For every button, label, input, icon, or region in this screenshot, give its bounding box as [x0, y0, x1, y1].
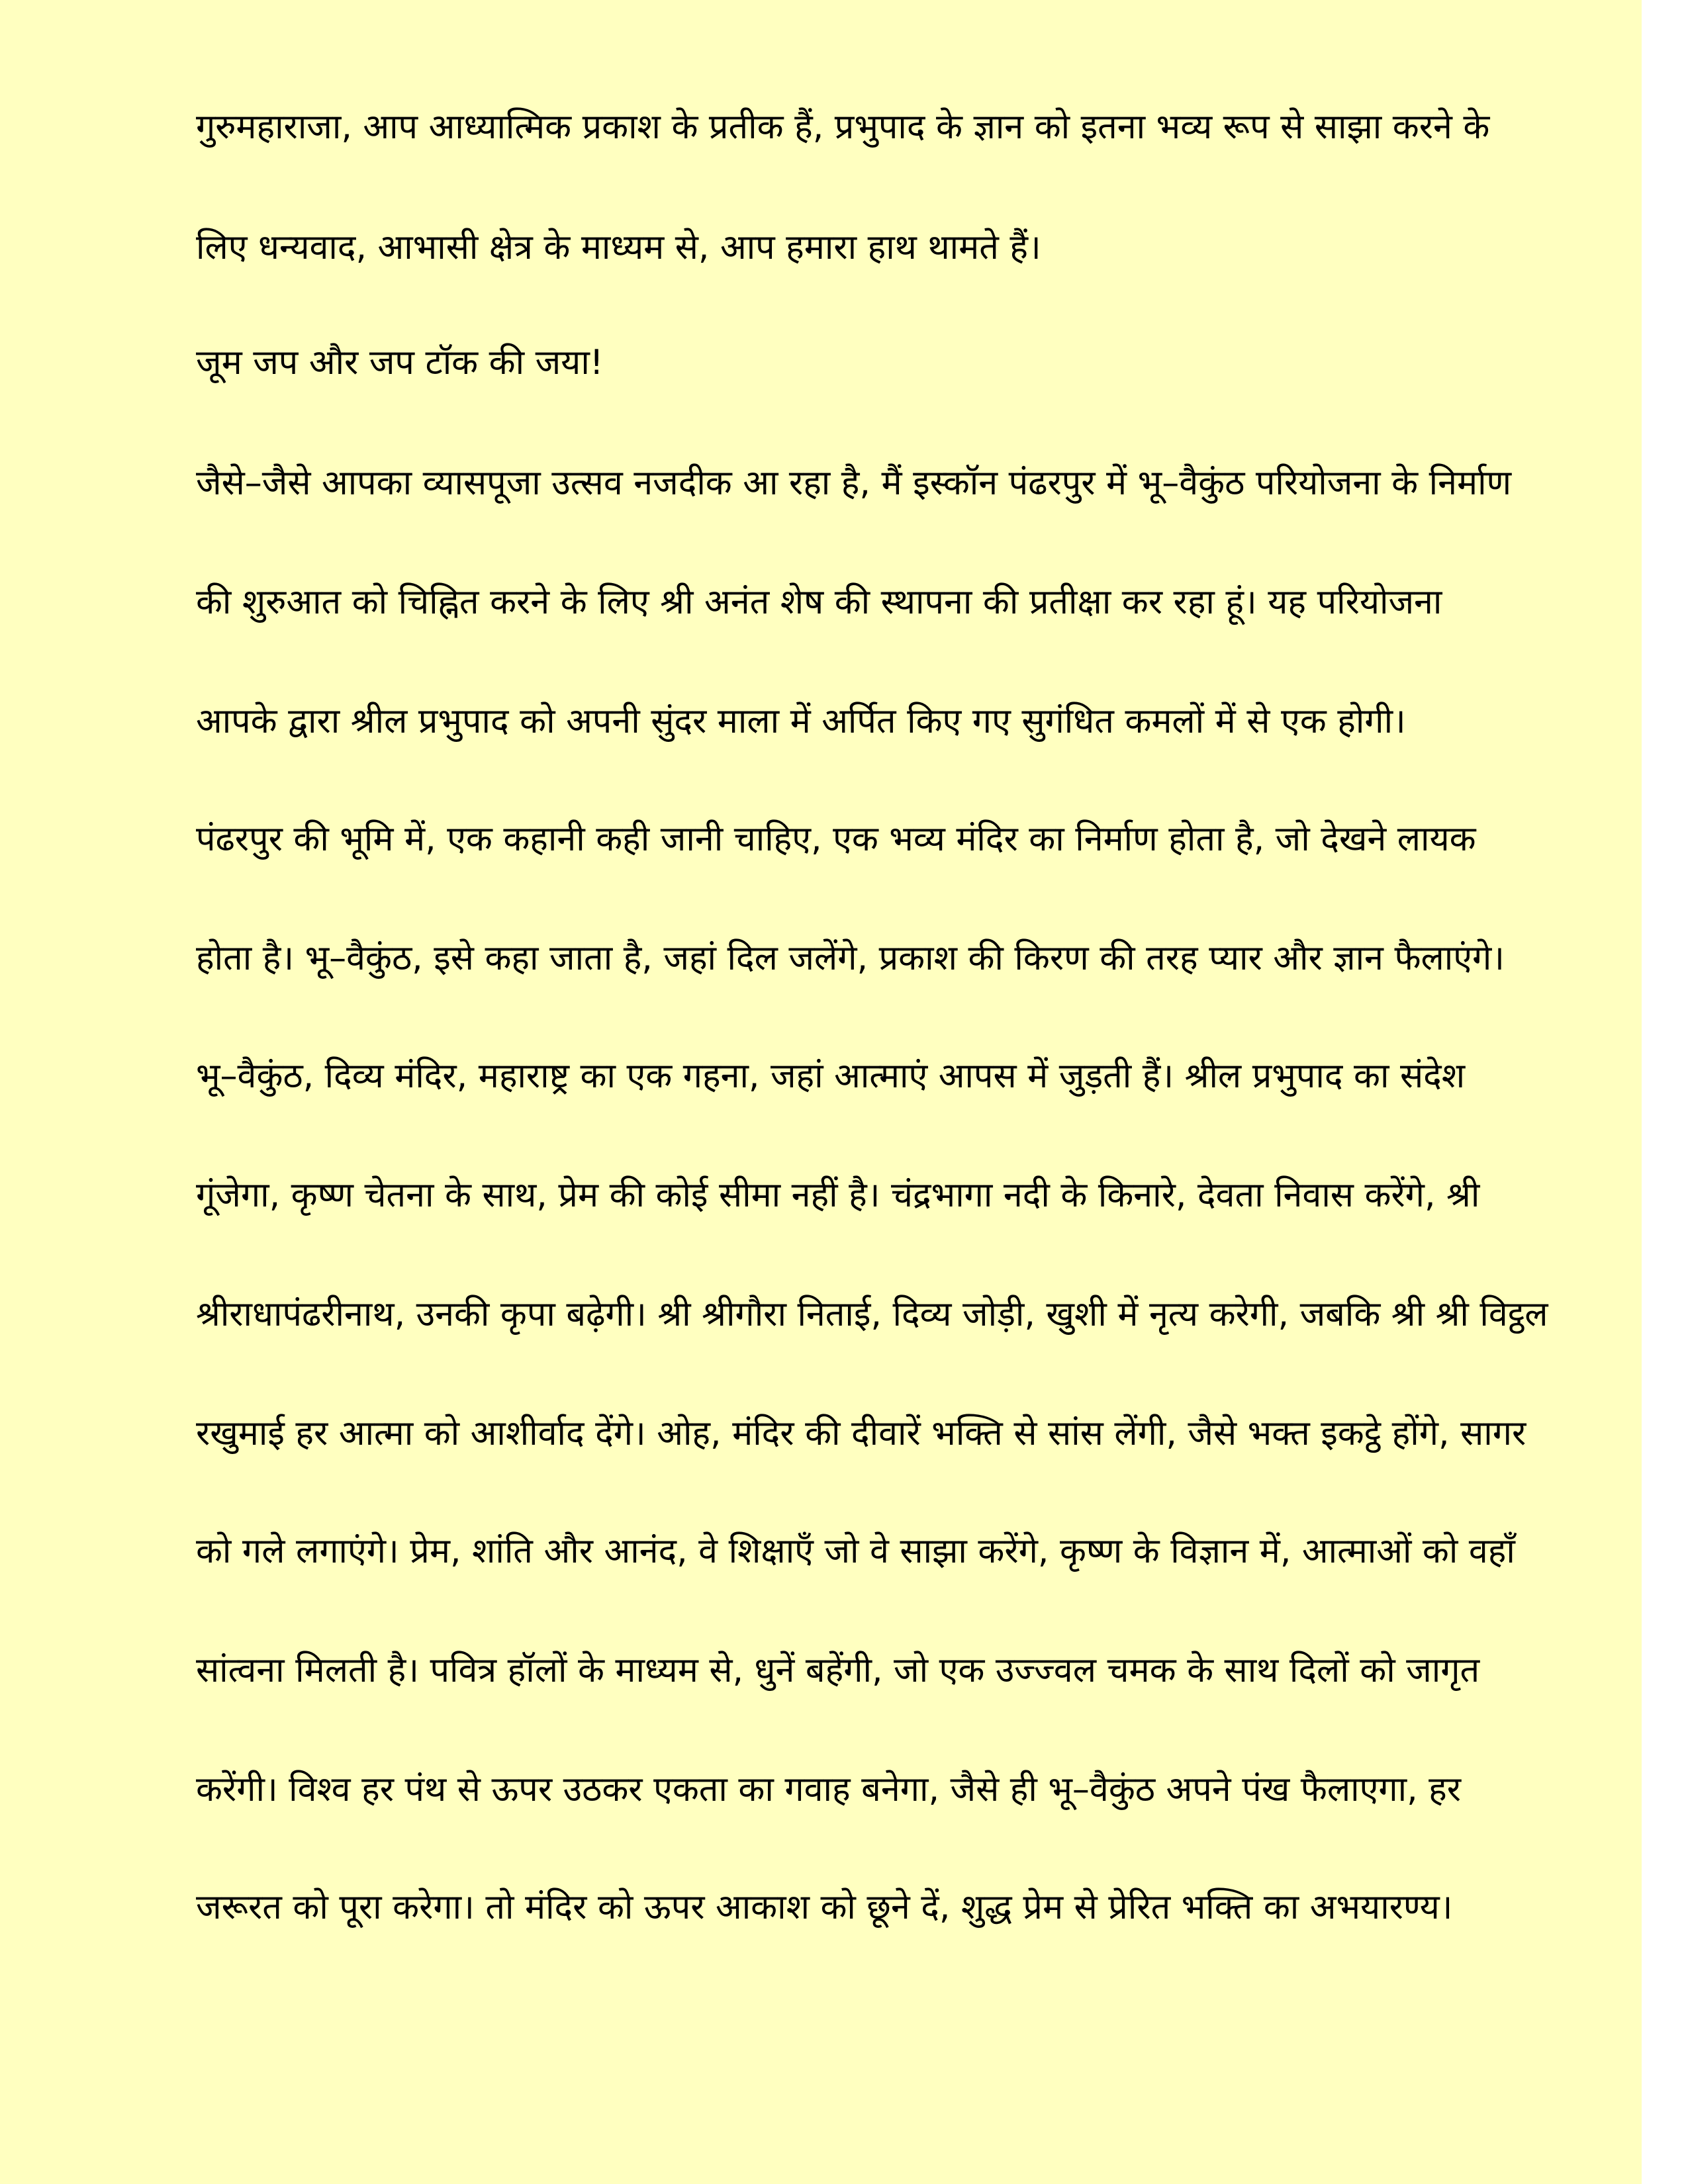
text-line-13: को गले लगाएंगे। प्रेम, शांति और आनंद, वे शिक्षाएँ जो वे साझा करेंगे, कृष्ण के विज्ञान में, आत्माओं को वहाँ [196, 1531, 1515, 1571]
text-line-7: पंढरपुर की भूमि में, एक कहानी कही जानी चाहिए, एक भव्य मंदिर का निर्माण होता है, जो देखने लायक [196, 819, 1476, 859]
text-line-1: गुरुमहाराजा, आप आध्यात्मिक प्रकाश के प्रतीक हैं, प्रभुपाद के ज्ञान को इतना भव्य रूप से साझा करने के [196, 107, 1490, 147]
text-line-14: सांत्वना मिलती है। पवित्र हॉलों के माध्यम से, धुनें बहेंगी, जो एक उज्ज्वल चमक के साथ दिलों को जागृत [196, 1651, 1480, 1690]
text-line-10: गूंजेगा, कृष्ण चेतना के साथ, प्रेम की कोई सीमा नहीं है। चंद्रभागा नदी के किनारे, देवता निवास करेंगे, श्री [196, 1175, 1480, 1215]
text-line-9: भू–वैकुंठ, दिव्य मंदिर, महाराष्ट्र का एक गहना, जहां आत्माएं आपस में जुड़ती हैं। श्रील प्रभुपाद का संदेश [196, 1056, 1466, 1096]
text-line-6: आपके द्वारा श्रील प्रभुपाद को अपनी सुंदर माला में अर्पित किए गए सुगंधित कमलों में से एक होगी। [196, 702, 1406, 741]
text-line-12: रखुमाई हर आत्मा को आशीर्वाद देंगे। ओह, मंदिर की दीवारें भक्ति से सांस लेंगी, जैसे भक्त इकट्ठे होंगे, सागर [196, 1414, 1526, 1453]
text-line-5: की शुरुआत को चिह्नित करने के लिए श्री अनंत शेष की स्थापना की प्रतीक्षा कर रहा हूं। यह परियोजना [196, 582, 1442, 622]
text-line-4: जैसे–जैसे आपका व्यासपूजा उत्सव नजदीक आ रहा है, मैं इस्कॉन पंढरपुर में भू–वैकुंठ परियोजना के निर्माण [196, 463, 1512, 503]
text-line-16: जरूरत को पूरा करेगा। तो मंदिर को ऊपर आकाश को छूने दें, शुद्ध प्रेम से प्रेरित भक्ति का अभयारण्य। [196, 1888, 1453, 1927]
text-line-11: श्रीराधापंढरीनाथ, उनकी कृपा बढ़ेगी। श्री श्रीगौरा निताई, दिव्य जोड़ी, खुशी में नृत्य करेगी, जबकि श्री श्री विट्ठल [196, 1295, 1548, 1334]
text-line-3: जूम जप और जप टॉक की जया! [196, 343, 604, 383]
text-line-2: लिए धन्यवाद, आभासी क्षेत्र के माध्यम से, आप हमारा हाथ थामते हैं। [196, 228, 1041, 267]
text-line-15: करेंगी। विश्व हर पंथ से ऊपर उठकर एकता का गवाह बनेगा, जैसे ही भू–वैकुंठ अपने पंख फैलाएगा, हर [196, 1770, 1462, 1809]
text-line-8: होता है। भू–वैकुंठ, इसे कहा जाता है, जहां दिल जलेंगे, प्रकाश की किरण की तरह प्यार और ज्ञान फैलाएंगे। [196, 938, 1505, 978]
